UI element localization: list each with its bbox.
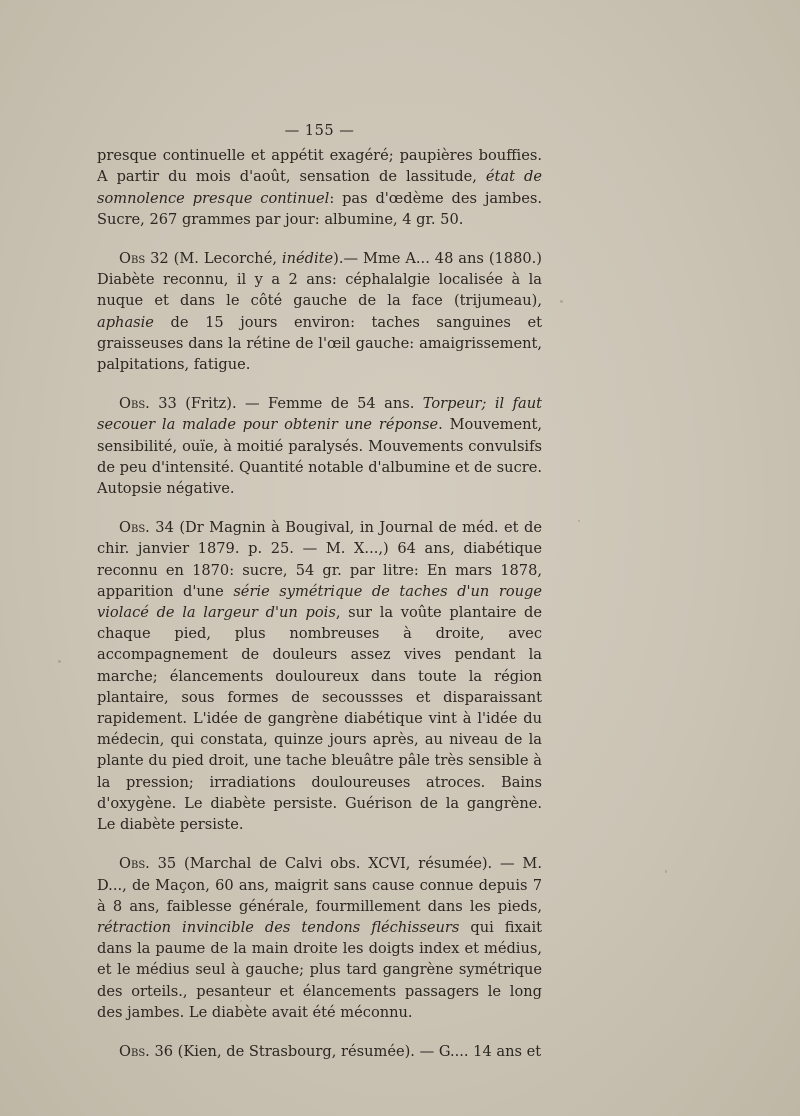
obs-label: Obs bbox=[119, 1042, 146, 1060]
text-run-italic: aphasie bbox=[97, 313, 154, 331]
text-run: ).— Mme A... 48 ans (1880.) Diabète reconnu, il y a 2 ans: céphalalgie localisée à la nuque et dans le côté gauche de la face (trijumeau), bbox=[97, 250, 542, 310]
paragraph-continuation bbox=[97, 145, 542, 230]
page-body bbox=[97, 120, 542, 1080]
paper-speck bbox=[58, 660, 61, 663]
paper-speck bbox=[560, 300, 563, 303]
paragraph-obs-36 bbox=[97, 1041, 542, 1062]
text-run-italic: Torpeur; il faut secouer la malade pour obtenir une réponse bbox=[97, 395, 542, 434]
text-run: qui fixait dans la paume de la main droite les doigts index et médius, et le médius seul à gauche; plus tard gangrène symétrique des orteils., pesanteur et élancements passagers le long des jambes. Le diabète avait été méconnu. bbox=[97, 918, 542, 1021]
text-run: . 35 (Marchal de Calvi obs. XCVI, résumée). — M. D..., de Maçon, 60 ans, maigrit sans cause connue depuis 7 à 8 ans, faiblesse générale, fourmillement dans les pieds, bbox=[97, 855, 542, 915]
paper-speck bbox=[240, 1000, 242, 1002]
text-run-italic: série symétrique de taches d'un rouge violacé de la largeur d'un pois bbox=[97, 582, 543, 622]
text-run: de 15 jours environ: taches sanguines et graisseuses dans la rétine de l'œil gauche: amaigrissement, palpitations, fatigue. bbox=[97, 313, 542, 374]
paragraph-obs-34 bbox=[97, 517, 542, 835]
obs-label: Obs bbox=[119, 519, 146, 537]
paragraph-obs-35 bbox=[97, 853, 542, 1023]
text-run: . Mouvement, sensibilité, ouïe, à moitié paralysés. Mouvements convulsifs de peu d'intensité. Quantité notable d'albumine et de sucre. Autopsie négative. bbox=[97, 416, 543, 498]
text-run: , sur la voûte plantaire de chaque pied, plus nombreuses à droite, avec accompagnement de douleurs assez vives pendant la marche; élancements douloureux dans toute la région plantaire, sous formes de secoussses et disparaissant rapidement. L'idée de gangrène diabétique vint à l'idée du médecin, qui constata, quinze jours après, au niveau de la plante du pied droit, une tache bleuâtre pâle très sensible à la pression; irradiations douloureuses atroces. Bains d'oxygène. Le diabète persiste. Guérison de la gangrène. Le diabète persiste. bbox=[97, 604, 542, 834]
text-run: : pas d'œdème des jambes. Sucre, 267 grammes par jour: albumine, 4 gr. 50. bbox=[97, 189, 542, 228]
page-number: — 155 — bbox=[284, 122, 355, 139]
obs-label: Obs bbox=[119, 855, 146, 873]
text-run: 32 (M. Lecorché, bbox=[145, 250, 282, 268]
paragraph-obs-33 bbox=[97, 393, 542, 499]
text-run-italic: rétraction invincible des tendons fléchisseurs bbox=[97, 918, 460, 936]
text-run-italic: inédite bbox=[281, 250, 334, 268]
paragraph-obs-32 bbox=[97, 248, 542, 375]
text-run: . 34 (Dr Magnin à Bougival, in Journal de méd. et de chir. janvier 1879. p. 25. — M. X...,) 64 ans, diabétique reconnu en 1870: sucre, 54 gr. par litre: En mars 1878, apparition d'une bbox=[97, 519, 542, 600]
text-run: . 33 (Fritz). — Femme de 54 ans. bbox=[145, 395, 423, 413]
paper-speck bbox=[665, 870, 667, 873]
text-run: presque continuelle et appétit exagéré; paupières bouffies. A partir du mois d'août, sensation de lassitude, bbox=[97, 147, 542, 186]
obs-label: Obs bbox=[119, 395, 146, 413]
obs-label: Obs bbox=[119, 250, 146, 268]
text-run: . 36 (Kien, de Strasbourg, résumée). — G.... 14 ans et bbox=[145, 1042, 542, 1060]
text-run-italic: état de somnolence presque continuel bbox=[97, 168, 543, 207]
paper-speck bbox=[578, 520, 580, 522]
